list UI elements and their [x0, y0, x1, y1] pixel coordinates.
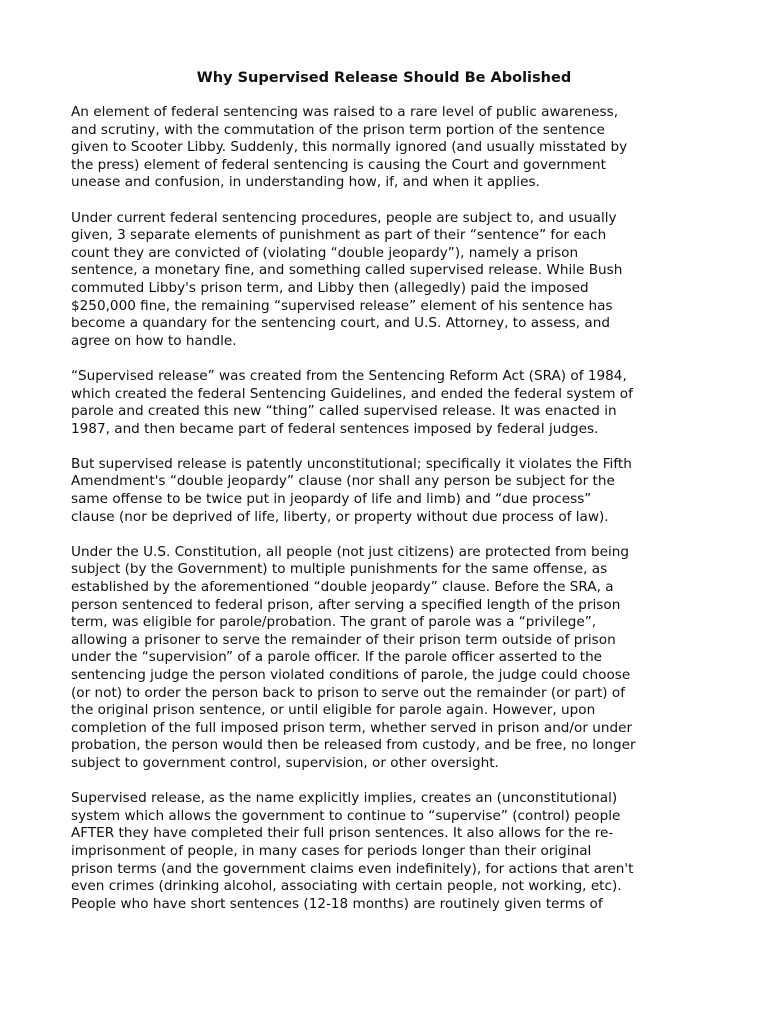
text-line: prison terms (and the government claims even indefinitely), for actions that aren't [71, 860, 634, 877]
text-line: clause (nor be deprived of life, liberty, or property without due process of law). [71, 508, 609, 525]
text-line: But supervised release is patently unconstitutional; specifically it violates the Fifth [71, 455, 632, 472]
text-line: which created the federal Sentencing Guidelines, and ended the federal system of [71, 385, 633, 402]
text-line: subject (by the Government) to multiple punishments for the same offense, as [71, 561, 608, 578]
text-line: completion of the full imposed prison term, whether served in prison and/or under [71, 719, 633, 736]
text-line: same offense to be twice put in jeopardy of life and limb) and “due process” [71, 491, 592, 508]
text-line: Under current federal sentencing procedures, people are subject to, and usually [71, 209, 617, 226]
text-line: agree on how to handle. [71, 332, 237, 349]
document-body [71, 104, 711, 931]
text-line: sentencing judge the person violated conditions of parole, the judge could choose [71, 667, 631, 683]
text-line: $250,000 fine, the remaining “supervised release” element of his sentence has [71, 297, 613, 314]
text-line: term, was eligible for parole/probation. The grant of parole was a “privilege”, [71, 614, 597, 631]
text-line: (or not) to order the person back to prison to serve out the remainder (or part) of [71, 684, 626, 701]
text-line: imprisonment of people, in many cases for periods longer than their original [71, 842, 592, 859]
document-title: Why Supervised Release Should Be Abolished [196, 70, 572, 86]
paragraph [71, 544, 711, 773]
text-line: 1987, and then became part of federal sentences imposed by federal judges. [71, 420, 599, 437]
text-line: probation, the person would then be released from custody, and be free, no longer [71, 737, 636, 754]
paragraph [71, 456, 711, 526]
text-line: unease and confusion, in understanding how, if, and when it applies. [71, 174, 540, 191]
text-line: commuted Libby's prison term, and Libby then (allegedly) paid the imposed [71, 279, 589, 296]
text-line: allowing a prisoner to serve the remainder of their prison term outside of prison [71, 631, 616, 648]
text-line: given, 3 separate elements of punishment as part of their “sentence” for each [71, 227, 607, 244]
paragraph [71, 210, 711, 351]
paragraph [71, 104, 711, 192]
text-line: given to Scooter Libby. Suddenly, this normally ignored (and usually misstated by [71, 139, 628, 156]
text-line: subject to government control, supervision, or other oversight. [71, 754, 499, 771]
text-line: parole and created this new “thing” called supervised release. It was enacted in [71, 403, 617, 420]
text-line: the original prison sentence, or until eligible for parole again. However, upon [71, 702, 596, 719]
text-line: AFTER they have completed their full prison sentences. It also allows for the re- [71, 825, 614, 842]
text-line: An element of federal sentencing was raised to a rare level of public awareness, [71, 104, 619, 120]
text-line: even crimes (drinking alcohol, associating with certain people, not working, etc). [71, 878, 622, 895]
text-line: count they are convicted of (violating “double jeopardy”), namely a prison [71, 244, 579, 261]
text-line: established by the aforementioned “double jeopardy” clause. Before the SRA, a [71, 579, 614, 596]
paragraph [71, 790, 711, 913]
text-line: Supervised release, as the name explicitly implies, creates an (unconstitutional) [71, 790, 618, 807]
text-line: sentence, a monetary fine, and something called supervised release. While Bush [71, 262, 623, 279]
paragraph [71, 368, 711, 438]
text-line: “Supervised release” was created from the Sentencing Reform Act (SRA) of 1984, [71, 367, 627, 384]
text-line: system which allows the government to continue to “supervise” (control) people [71, 807, 621, 824]
text-line: and scrutiny, with the commutation of the prison term portion of the sentence [71, 121, 605, 138]
text-line: People who have short sentences (12-18 months) are routinely given terms of [71, 895, 603, 912]
text-line: person sentenced to federal prison, after serving a specified length of the prison [71, 596, 621, 613]
text-line: Under the U.S. Constitution, all people (not just citizens) are protected from being [71, 543, 629, 560]
text-line: Amendment's “double jeopardy” clause (nor shall any person be subject for the [71, 473, 615, 490]
text-line: become a quandary for the sentencing court, and U.S. Attorney, to assess, and [71, 315, 610, 332]
text-line: under the “supervision” of a parole officer. If the parole officer asserted to the [71, 649, 603, 666]
text-line: the press) element of federal sentencing is causing the Court and government [71, 156, 606, 173]
